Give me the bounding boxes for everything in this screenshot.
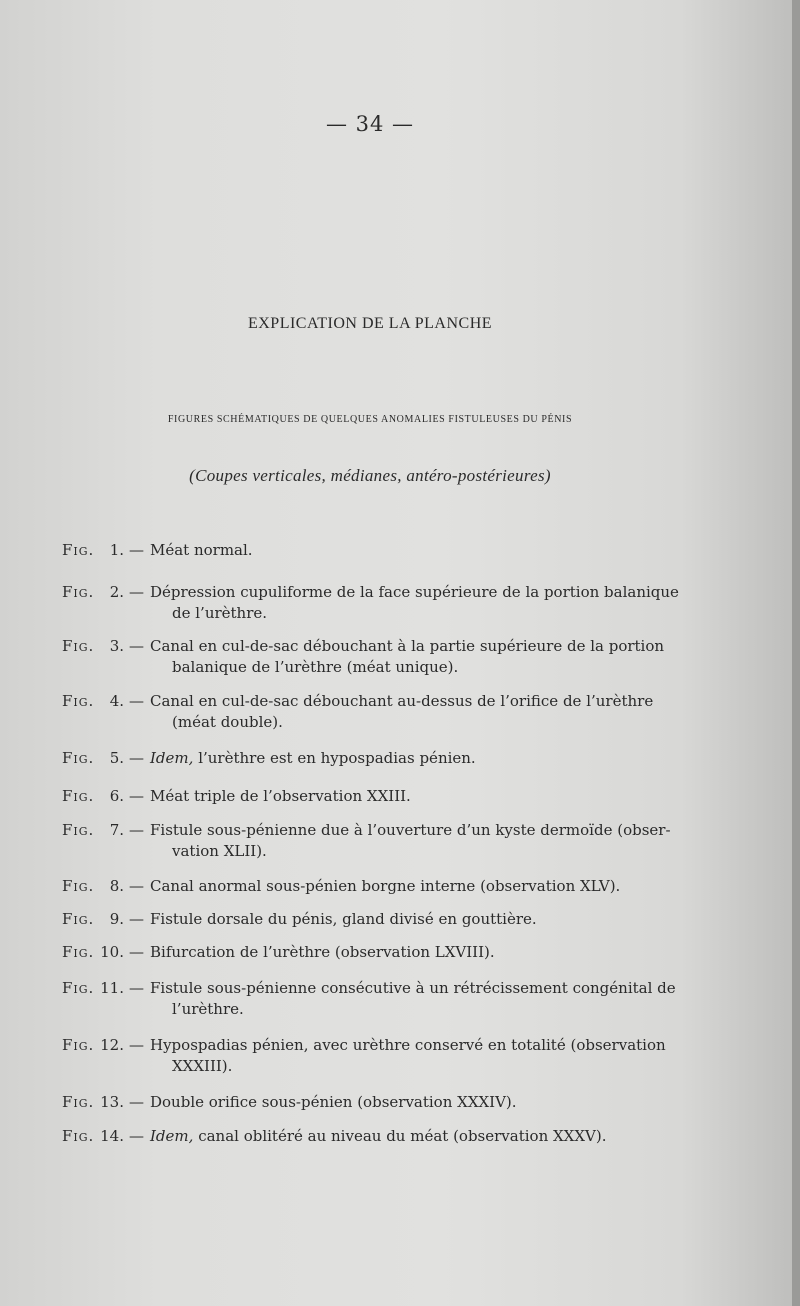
fig-line-1: Double orifice sous-pénien (observation XXXIV).: [150, 1093, 517, 1111]
fig-description: [150, 942, 690, 963]
fig-number: 7.: [109, 821, 124, 839]
fig-dash: —: [129, 787, 144, 805]
fig-label: Fig.: [62, 821, 95, 839]
fig-line-1: Fistule dorsale du pénis, gland divisé en gouttière.: [150, 910, 537, 928]
fig-dash: —: [129, 943, 144, 961]
fig-line-2: (méat double).: [172, 713, 283, 731]
fig-line-1: canal oblitéré au niveau du méat (observation XXXV).: [198, 1127, 607, 1145]
fig-label: Fig.: [62, 749, 95, 767]
fig-label: Fig.: [62, 692, 95, 710]
fig-line-2: vation XLII).: [172, 842, 267, 860]
fig-line-1: Canal anormal sous-pénien borgne interne (observation XLV).: [150, 877, 621, 895]
fig-description: [150, 1092, 690, 1113]
fig-label: Fig.: [62, 910, 95, 928]
fig-description: [150, 909, 690, 930]
page-edge-shadow: [792, 0, 800, 1306]
fig-label: Fig.: [62, 787, 95, 805]
fig-line-1: Dépression cupuliforme de la face supérieure de la portion balanique: [150, 583, 679, 601]
fig-line-1: Fistule sous-pénienne due à l’ouverture d’un kyste dermoïde (obser-: [150, 821, 671, 839]
fig-description: [150, 876, 690, 897]
fig-line-1: Bifurcation de l’urèthre (observation LXVIII).: [150, 943, 495, 961]
fig-description: [150, 820, 690, 862]
fig-dash: —: [129, 821, 144, 839]
fig-label: Fig.: [62, 1093, 95, 1111]
fig-dash: —: [129, 1093, 144, 1111]
fig-description: [150, 1035, 690, 1077]
fig-label: Fig.: [62, 1036, 95, 1054]
fig-line-1: Fistule sous-pénienne consécutive à un rétrécissement congénital de: [150, 979, 676, 997]
fig-number: 1.: [109, 541, 124, 559]
fig-line-1: Canal en cul-de-sac débouchant au-dessus de l’orifice de l’urèthre: [150, 692, 654, 710]
fig-description: [150, 786, 690, 807]
fig-dash: —: [129, 1127, 144, 1145]
fig-label: Fig.: [62, 877, 95, 895]
fig-dash: —: [129, 637, 144, 655]
fig-italic-word: Idem,: [150, 1127, 194, 1145]
fig-number: 13.: [100, 1093, 124, 1111]
fig-italic-word: Idem,: [150, 749, 194, 767]
fig-description: [150, 978, 690, 1020]
fig-number: 12.: [100, 1036, 124, 1054]
fig-line-2: balanique de l’urèthre (méat unique).: [172, 658, 459, 676]
fig-dash: —: [129, 541, 144, 559]
fig-number: 8.: [109, 877, 124, 895]
fig-label: Fig.: [62, 1127, 95, 1145]
fig-number: 14.: [100, 1127, 124, 1145]
fig-description: [150, 582, 690, 624]
fig-description: [150, 1126, 690, 1147]
fig-label: Fig.: [62, 541, 95, 559]
page-subtitle: FIGURES SCHÉMATIQUES DE QUELQUES ANOMALIES FISTULEUSES DU PÉNIS: [167, 414, 573, 425]
fig-line-1: Méat normal.: [150, 541, 253, 559]
fig-line-1: Canal en cul-de-sac débouchant à la partie supérieure de la portion: [150, 637, 665, 655]
fig-label: Fig.: [62, 979, 95, 997]
fig-line-1: Méat triple de l’observation XXIII.: [150, 787, 411, 805]
fig-description: [150, 748, 690, 769]
fig-label: Fig.: [62, 637, 95, 655]
fig-dash: —: [129, 749, 144, 767]
fig-number: 10.: [100, 943, 124, 961]
fig-description: [150, 540, 690, 561]
page-number: — 34 —: [325, 112, 415, 136]
fig-description: [150, 636, 690, 678]
section-note: (Coupes verticales, médianes, antéro-postérieures): [189, 466, 551, 485]
fig-line-1: l’urèthre est en hypospadias pénien.: [198, 749, 476, 767]
fig-number: 9.: [109, 910, 124, 928]
fig-line-2: l’urèthre.: [172, 1000, 244, 1018]
fig-number: 2.: [109, 583, 124, 601]
fig-line-2: de l’urèthre.: [172, 604, 268, 622]
fig-description: [150, 691, 690, 733]
page-title: EXPLICATION DE LA PLANCHE: [247, 315, 493, 332]
fig-dash: —: [129, 1036, 144, 1054]
fig-dash: —: [129, 910, 144, 928]
fig-label: Fig.: [62, 943, 95, 961]
fig-dash: —: [129, 877, 144, 895]
fig-dash: —: [129, 979, 144, 997]
fig-number: 3.: [109, 637, 124, 655]
fig-number: 5.: [109, 749, 124, 767]
fig-number: 4.: [109, 692, 124, 710]
fig-label: Fig.: [62, 583, 95, 601]
fig-number: 6.: [109, 787, 124, 805]
fig-number: 11.: [100, 979, 124, 997]
fig-line-1: Hypospadias pénien, avec urèthre conservé en totalité (observation: [150, 1036, 666, 1054]
fig-line-2: XXXIII).: [172, 1057, 233, 1075]
fig-dash: —: [129, 583, 144, 601]
fig-dash: —: [129, 692, 144, 710]
